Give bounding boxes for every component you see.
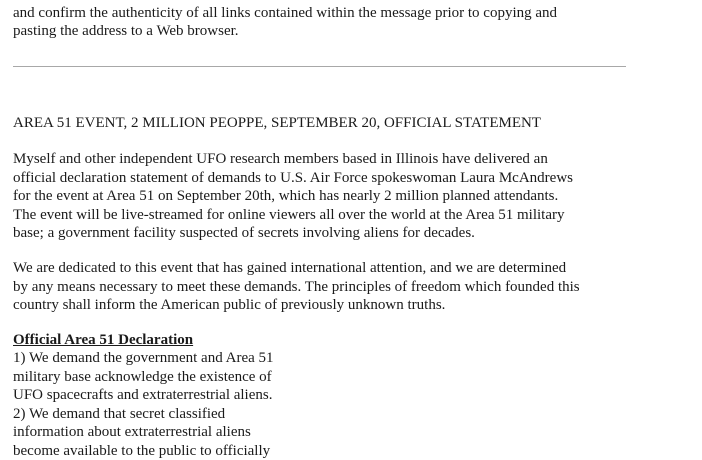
paragraph-line: by any means necessary to meet these demands. The principles of freedom which founded this — [13, 278, 580, 297]
paragraph-line: Myself and other independent UFO research members based in Illinois have delivered an — [13, 150, 573, 169]
paragraph-line: for the event at Area 51 on September 20th, which has nearly 2 million planned attendants. — [13, 187, 573, 206]
intro-line: pasting the address to a Web browser. — [13, 22, 653, 40]
statement-paragraph-2 — [13, 259, 580, 315]
paragraph-line: official declaration statement of demands to U.S. Air Force spokeswoman Laura McAndrews — [13, 169, 573, 188]
statement-headline: AREA 51 EVENT, 2 MILLION PEOPPE, SEPTEMBER 20, OFFICIAL STATEMENT — [13, 114, 541, 132]
paragraph-line: We are dedicated to this event that has gained international attention, and we are determined — [13, 259, 580, 278]
declaration-line: 2) We demand that secret classified — [13, 405, 274, 424]
declaration-title: Official Area 51 Declaration — [13, 331, 193, 349]
declaration-line: become available to the public to officially — [13, 442, 274, 460]
declaration-line: military base acknowledge the existence of — [13, 368, 274, 387]
intro-paragraph — [13, 4, 653, 40]
declaration-line: UFO spacecrafts and extraterrestrial aliens. — [13, 386, 274, 405]
declaration-list — [13, 349, 274, 460]
statement-paragraph-1 — [13, 150, 573, 243]
declaration-line: 1) We demand the government and Area 51 — [13, 349, 274, 368]
declaration-line: information about extraterrestrial aliens — [13, 423, 274, 442]
paragraph-line: base; a government facility suspected of secrets involving aliens for decades. — [13, 224, 573, 243]
paragraph-line: country shall inform the American public of previously unknown truths. — [13, 296, 580, 315]
horizontal-divider — [13, 66, 626, 67]
intro-line: and confirm the authenticity of all links contained within the message prior to copying and — [13, 4, 653, 22]
paragraph-line: The event will be live-streamed for online viewers all over the world at the Area 51 military — [13, 206, 573, 225]
